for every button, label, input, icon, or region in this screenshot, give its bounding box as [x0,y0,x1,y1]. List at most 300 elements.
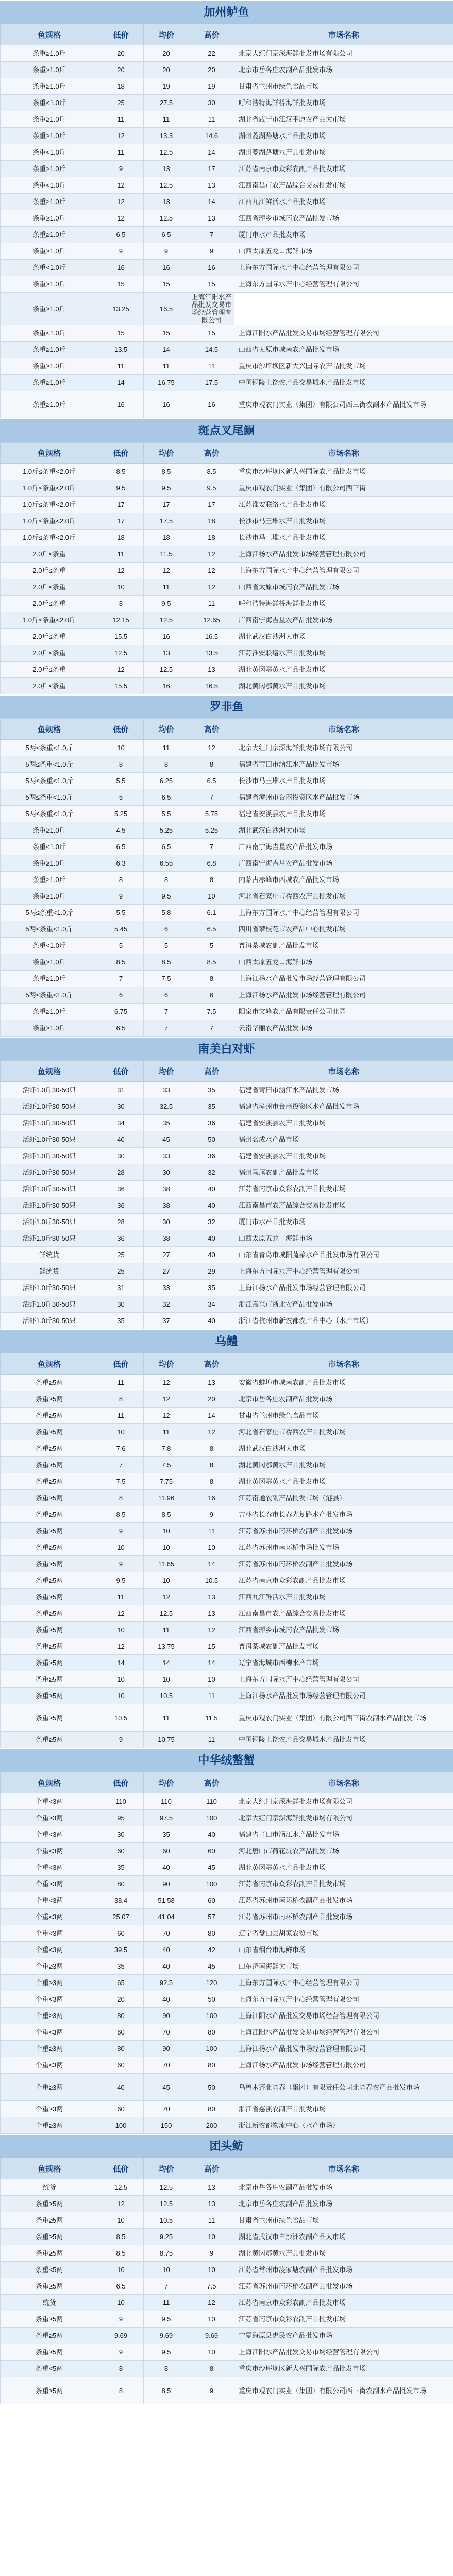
low-cell: 10 [98,579,144,596]
market-cell: 上海江杨水产品批发市场经营管理有限公司 [234,1280,453,1296]
spec-cell: 条重≥1.0斤 [1,1004,98,1020]
spec-cell: 条重<1.0斤 [1,144,98,161]
spec-cell: 条重≥5两 [1,1490,98,1506]
table-row [1,1020,453,1037]
header-market: 市场名称 [234,1772,453,1793]
table-row [1,806,453,822]
high-cell: 100 [189,1876,234,1892]
high-cell: 13 [189,2196,234,2212]
high-cell: 14 [189,194,234,210]
table-row [1,1876,453,1892]
high-cell: 36 [189,1148,234,1164]
market-cell: 福建省莆田市涵江水产品批发市场 [234,756,453,773]
avg-cell: 12.5 [144,177,189,194]
high-cell: 12 [189,1424,234,1440]
high-cell: 10 [189,2344,234,2361]
table-row [1,1424,453,1440]
price-table [0,2158,453,2404]
spec-cell: 1.0斤≤条重<2.0斤 [1,612,98,629]
avg-cell: 16 [144,629,189,645]
spec-cell: 条重≥5两 [1,1622,98,1638]
header-high: 高价 [189,443,234,464]
spec-cell: 鲜统货 [1,1247,98,1263]
spec-cell: 条重<1.0斤 [1,95,98,111]
avg-cell: 13 [144,161,189,177]
high-cell: 15 [189,1638,234,1655]
low-cell: 8 [98,2377,144,2404]
market-cell: 福建省安溪县农产品批发市场 [234,1148,453,1164]
avg-cell: 8 [144,756,189,773]
price-table [0,24,453,418]
avg-cell: 90 [144,1876,189,1892]
high-cell: 8 [189,971,234,987]
spec-cell: 个重<3两 [1,1843,98,1859]
table-row [1,1892,453,1909]
header-high: 高价 [189,2158,234,2179]
high-cell: 17 [189,161,234,177]
high-cell: 100 [189,2008,234,2024]
avg-cell: 12.5 [144,662,189,678]
section-5 [0,1748,453,2134]
section-0 [0,0,453,418]
high-cell: 10 [189,1671,234,1688]
high-cell: 12 [189,2295,234,2311]
avg-cell: 150 [144,2117,189,2134]
spec-cell: 个重≥3两 [1,2041,98,2057]
market-cell: 福州名成水产品市场 [234,1131,453,1148]
high-cell: 9 [189,2377,234,2404]
low-cell: 12.5 [98,2179,144,2196]
low-cell: 11 [98,111,144,128]
table-row [1,2074,453,2101]
avg-cell: 38 [144,1230,189,1247]
table-row [1,954,453,971]
low-cell: 7 [98,1457,144,1473]
table-row [1,276,453,293]
high-cell: 14 [189,1408,234,1424]
spec-cell: 条重<5两 [1,2361,98,2377]
high-cell: 50 [189,2074,234,2101]
low-cell: 80 [98,2008,144,2024]
spec-cell: 个重<3两 [1,1991,98,2008]
table-row [1,678,453,694]
low-cell: 8.5 [98,2229,144,2245]
avg-cell: 15 [144,325,189,342]
table-row [1,2117,453,2134]
avg-cell: 38 [144,1181,189,1197]
table-row [1,1793,453,1810]
avg-cell: 11 [144,1424,189,1440]
low-cell: 31 [98,1082,144,1098]
avg-cell: 6.5 [144,839,189,855]
table-row [1,822,453,839]
spec-cell: 条重≥1.0斤 [1,888,98,905]
header-row [1,24,453,45]
avg-cell: 90 [144,2008,189,2024]
table-row [1,938,453,954]
spec-cell: 5两≤条重<1.0斤 [1,756,98,773]
spec-cell: 活虾1.0斤30-50只 [1,1197,98,1214]
avg-cell: 32 [144,1296,189,1313]
avg-cell: 9.5 [144,596,189,612]
market-cell: 上海东方国际水产中心经营管理有限公司 [234,1991,453,2008]
avg-cell: 11.96 [144,1490,189,1506]
market-cell: 湖北黄冈鄂黄水产品批发市场 [234,1859,453,1876]
table-row [1,1164,453,1181]
high-cell: 20 [189,62,234,78]
high-cell: 80 [189,1925,234,1942]
avg-cell: 11 [144,579,189,596]
table-row [1,2328,453,2344]
header-avg: 均价 [144,1061,189,1082]
table-row [1,2377,453,2404]
market-cell: 上海东方国际水产中心经营管理有限公司 [234,905,453,921]
spec-cell: 条重≥5两 [1,2311,98,2328]
market-cell: 江西九江鲜活水产品批发市场 [234,194,453,210]
section-title: 中华绒螯蟹 [0,1748,453,1772]
spec-cell: 个重≥3两 [1,1975,98,1991]
table-row [1,1296,453,1313]
low-cell: 8.5 [98,464,144,480]
table-row [1,260,453,276]
low-cell: 38.4 [98,1892,144,1909]
low-cell: 10 [98,1539,144,1556]
market-cell: 湖州菱湖路塘水产品批发市场 [234,128,453,144]
spec-cell: 条重≥5两 [1,1688,98,1704]
market-cell: 江西南昌市农产品综合交易批发市场 [234,1605,453,1622]
table-row [1,1131,453,1148]
table-row [1,1826,453,1843]
table-row [1,111,453,128]
low-cell: 30 [98,1098,144,1115]
avg-cell: 8.5 [144,464,189,480]
high-cell: 11 [189,1523,234,1539]
market-cell: 山东济南海鲜大市场 [234,1958,453,1975]
market-cell: 江苏省苏州市南环桥市场批发市场 [234,1539,453,1556]
table-row [1,1688,453,1704]
price-table [0,1772,453,2134]
market-cell: 江苏淮安联络水产品批发市场 [234,645,453,662]
high-cell: 14.6 [189,128,234,144]
table-row [1,1280,453,1296]
high-cell: 6.5 [189,773,234,789]
high-cell: 11 [189,596,234,612]
low-cell: 8.5 [98,2245,144,2262]
avg-cell: 11 [144,1622,189,1638]
spec-cell: 鲜统货 [1,1263,98,1280]
market-cell: 山西太原五龙口海鲜市场 [234,243,453,260]
high-cell: 80 [189,2057,234,2074]
table-row [1,1473,453,1490]
high-cell: 7 [189,789,234,806]
spec-cell: 条重≥1.0斤 [1,342,98,358]
avg-cell: 10.5 [144,2212,189,2229]
table-row [1,2229,453,2245]
avg-cell: 10 [144,1539,189,1556]
market-cell: 长沙市马王堆水产品批发市场 [234,773,453,789]
high-cell: 16 [189,260,234,276]
low-cell: 110 [98,1793,144,1810]
low-cell: 8 [98,2361,144,2377]
high-cell: 8.5 [189,464,234,480]
avg-cell: 35 [144,1115,189,1131]
high-cell: 29 [189,1263,234,1280]
avg-cell: 17 [144,497,189,513]
low-cell: 8 [98,1391,144,1408]
section-title: 斑点叉尾鮰 [0,418,453,442]
spec-cell: 个重≥3两 [1,1876,98,1892]
table-row [1,464,453,480]
table-row [1,1605,453,1622]
high-cell: 40 [189,1313,234,1329]
avg-cell: 10 [144,1523,189,1539]
header-high: 高价 [189,719,234,740]
market-cell: 福建省漳州市台商投资区水产品批发市场 [234,1098,453,1115]
spec-cell: 条重≥5两 [1,2328,98,2344]
spec-cell: 条重≥1.0斤 [1,822,98,839]
market-cell: 重庆市观农门实业（集团）有限公司西三街农副水产品批发市场 [234,391,453,418]
market-cell: 江西南昌市农产品综合交易批发市场 [234,1197,453,1214]
market-cell: 山西太原五龙口海鲜市场 [234,954,453,971]
high-cell: 6.5 [189,921,234,938]
header-market: 市场名称 [234,1061,453,1082]
table-row [1,1263,453,1280]
avg-cell: 20 [144,45,189,62]
spec-cell: 条重<1.0斤 [1,839,98,855]
table-row [1,2008,453,2024]
table-row [1,177,453,194]
spec-cell: 活虾1.0斤30-50只 [1,1313,98,1329]
market-cell: 湖北黄冈鄂黄水产品批发市场 [234,1457,453,1473]
low-cell: 9 [98,2344,144,2361]
market-cell: 湖北武汉白沙洲大市场 [234,629,453,645]
high-cell: 11 [189,1732,234,1748]
avg-cell: 45 [144,1131,189,1148]
table-row [1,2361,453,2377]
low-cell: 12 [98,128,144,144]
market-cell: 云南华丽农产品批发市场 [234,1020,453,1037]
table-row [1,1148,453,1164]
avg-cell: 10 [144,2262,189,2278]
avg-cell: 41.04 [144,1909,189,1925]
table-row [1,1859,453,1876]
table-row [1,872,453,888]
low-cell: 16 [98,260,144,276]
avg-cell: 12.5 [144,1605,189,1622]
header-low: 低价 [98,1353,144,1375]
spec-cell: 条重≥5两 [1,2245,98,2262]
low-cell: 8 [98,596,144,612]
table-row [1,1247,453,1263]
spec-cell: 条重≥1.0斤 [1,45,98,62]
low-cell: 80 [98,2041,144,2057]
header-avg: 均价 [144,1772,189,1793]
market-cell: 北京市岳各庄农副产品批发市场 [234,1391,453,1408]
header-avg: 均价 [144,443,189,464]
header-low: 低价 [98,1061,144,1082]
table-row [1,987,453,1004]
spec-cell: 活虾1.0斤30-50只 [1,1082,98,1098]
table-row [1,161,453,177]
table-row [1,1214,453,1230]
high-cell: 7 [189,1020,234,1037]
high-cell: 80 [189,2101,234,2117]
low-cell: 20 [98,62,144,78]
section-title: 罗非鱼 [0,694,453,718]
table-row [1,1408,453,1424]
spec-cell: 条重≥5两 [1,1671,98,1688]
spec-cell: 个重≥3两 [1,2101,98,2117]
avg-cell: 110 [144,1793,189,1810]
low-cell: 40 [98,1131,144,1148]
spec-cell: 2.0斤≤条重 [1,579,98,596]
high-cell: 13 [189,2179,234,2196]
avg-cell: 38 [144,1197,189,1214]
avg-cell: 12.5 [144,2179,189,2196]
high-cell: 11 [189,111,234,128]
avg-cell: 9.69 [144,2328,189,2344]
table-row [1,2262,453,2278]
spec-cell: 统货 [1,2179,98,2196]
spec-cell: 条重≥1.0斤 [1,276,98,293]
header-row [1,1353,453,1375]
spec-cell: 条重≥5两 [1,1375,98,1391]
table-row [1,1589,453,1605]
table-row [1,1230,453,1247]
avg-cell: 30 [144,1164,189,1181]
market-cell: 宁夏海原县惠民农产品批发市场 [234,2328,453,2344]
market-cell: 上海江杨水产品批发市场经营管理有限公司 [234,1688,453,1704]
low-cell: 6.5 [98,839,144,855]
high-cell: 40 [189,1247,234,1263]
table-row [1,95,453,111]
table-row [1,740,453,756]
low-cell: 9.5 [98,1572,144,1589]
low-cell: 11 [98,1408,144,1424]
header-spec: 鱼规格 [1,1772,98,1793]
high-cell: 9.69 [189,2328,234,2344]
spec-cell: 5两≤条重<1.0斤 [1,905,98,921]
market-cell: 江苏省南京市众彩农副产品批发市场 [234,161,453,177]
table-row [1,1440,453,1457]
low-cell: 11 [98,546,144,563]
low-cell: 14 [98,1655,144,1671]
avg-cell: 92.5 [144,1975,189,1991]
market-cell: 江苏南通农副产品批发市场（港县） [234,1490,453,1506]
avg-cell: 70 [144,2101,189,2117]
spec-cell: 活虾1.0斤30-50只 [1,1164,98,1181]
table-row [1,1556,453,1572]
table-row [1,2344,453,2361]
header-high: 高价 [189,1353,234,1375]
high-cell: 18 [189,513,234,530]
spec-cell: 个重≥3两 [1,1810,98,1826]
market-cell: 江西九江鲜活水产品批发市场 [234,1589,453,1605]
spec-cell: 条重≥5两 [1,1556,98,1572]
avg-cell: 40 [144,1942,189,1958]
high-cell: 18 [189,530,234,546]
spec-cell: 条重≥5两 [1,1473,98,1490]
low-cell: 60 [98,2057,144,2074]
market-cell: 江苏淮安联络水产品批发市场 [234,497,453,513]
avg-cell: 9.5 [144,888,189,905]
market-cell: 湖北武汉白沙洲大市场 [234,822,453,839]
avg-cell: 12.5 [144,144,189,161]
low-cell: 4.5 [98,822,144,839]
table-row [1,210,453,227]
table-row [1,1115,453,1131]
market-cell: 上海东方国际水产中心经营管理有限公司 [234,260,453,276]
low-cell: 10 [98,2295,144,2311]
market-cell: 中国铜陵上饶农产品交易城水产品批发市场 [234,1732,453,1748]
table-row [1,579,453,596]
market-cell: 上海江阳水产品批发交易市场经营管理有限公司 [234,325,453,342]
low-cell: 11 [98,1589,144,1605]
high-cell: 10 [189,888,234,905]
spec-cell: 条重≥5两 [1,1638,98,1655]
low-cell: 9 [98,243,144,260]
spec-cell: 活虾1.0斤30-50只 [1,1115,98,1131]
market-cell: 湖北黄冈鄂黄水产品批发市场 [234,678,453,694]
market-cell: 浙江省慈溪农副产品批发市场 [234,2101,453,2117]
avg-cell: 33 [144,1148,189,1164]
high-cell: 16 [189,391,234,418]
low-cell: 8 [98,756,144,773]
high-cell: 11 [189,358,234,375]
low-cell: 35 [98,1958,144,1975]
header-spec: 鱼规格 [1,719,98,740]
avg-cell: 40 [144,1859,189,1876]
market-cell: 长沙市马王堆水产品批发市场 [234,513,453,530]
avg-cell: 12 [144,1589,189,1605]
avg-cell: 7.75 [144,1473,189,1490]
market-cell: 河北省石家庄市桥西农产品批发市场 [234,1424,453,1440]
table-row [1,1975,453,1991]
market-cell: 上海江阳水产品批发交易市场经营管理有限公司 [234,2024,453,2041]
table-row [1,1082,453,1098]
market-cell: 江西省萍乡市城南农产品批发市场 [234,1622,453,1638]
table-row [1,2295,453,2311]
high-cell: 12 [189,1622,234,1638]
spec-cell: 条重≥5两 [1,1506,98,1523]
high-cell: 15 [189,325,234,342]
avg-cell: 45 [144,2074,189,2101]
table-row [1,78,453,95]
low-cell: 8.5 [98,954,144,971]
table-row [1,342,453,358]
header-spec: 鱼规格 [1,1061,98,1082]
low-cell: 9 [98,1556,144,1572]
spec-cell: 条重≥1.0斤 [1,227,98,243]
spec-cell: 2.0斤≤条重 [1,629,98,645]
avg-cell: 40 [144,1991,189,2008]
high-cell: 60 [189,1892,234,1909]
market-cell: 江苏省苏州市南环桥农副产品批发市场 [234,1523,453,1539]
high-cell: 36 [189,1115,234,1131]
table-row [1,497,453,513]
avg-cell: 11 [144,740,189,756]
market-cell: 内蒙古赤峰市西城农产品批发市场 [234,872,453,888]
section-title: 团头鲂 [0,2134,453,2158]
high-cell: 60 [189,1843,234,1859]
low-cell: 5.25 [98,806,144,822]
avg-cell: 40 [144,1958,189,1975]
market-cell: 上海东方国际水产中心经营管理有限公司 [234,1975,453,1991]
spec-cell: 2.0斤≤条重 [1,563,98,579]
spec-cell: 2.0斤≤条重 [1,546,98,563]
table-row [1,756,453,773]
price-table [0,1060,453,1329]
